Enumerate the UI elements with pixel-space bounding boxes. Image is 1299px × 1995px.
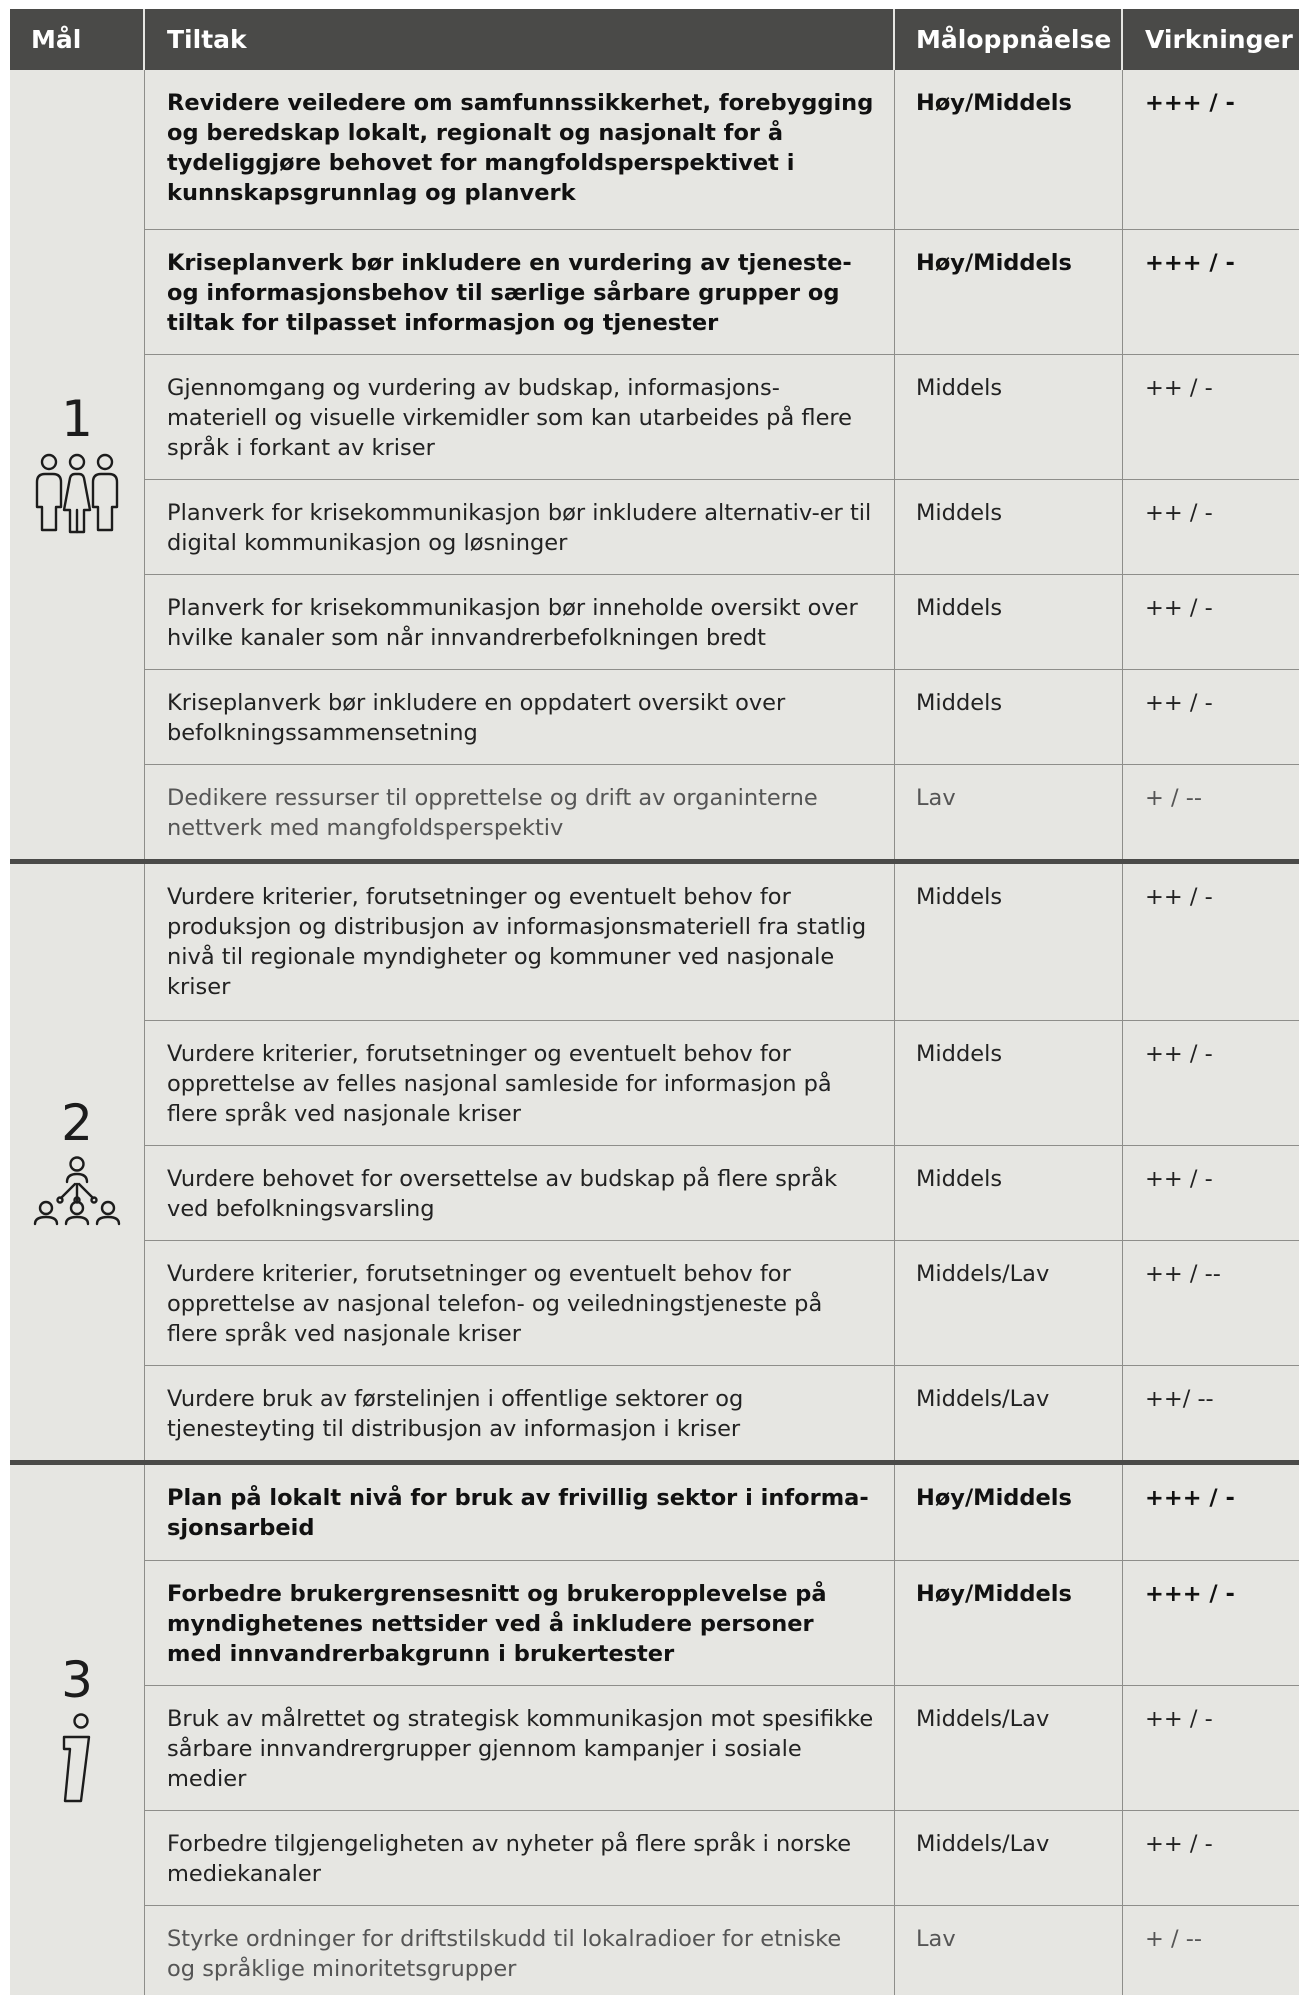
effects-value: + / -- — [1145, 1926, 1202, 1952]
measure-text: Planverk for krisekommunikasjon bør inkludere alternativ-er til digital kommunikasjon og løsninger — [145, 480, 895, 574]
goal-cell — [10, 864, 145, 1460]
measure-text: Styrke ordninger for driftstilskudd til lokalradioer for etniske og språklige minoritetsgrupper — [145, 1906, 895, 1995]
effects-value: +++ / - — [1145, 90, 1235, 116]
measure-text: Planverk for krisekommunikasjon bør inneholde oversikt over hvilke kanaler som når innvandrerbefolkningen bredt — [145, 575, 895, 669]
info-icon — [57, 1713, 97, 1805]
goal-group-1 — [10, 70, 1299, 859]
achievement-value: Høy/Middels — [895, 1561, 1123, 1685]
table-row — [145, 1365, 1299, 1460]
hierarchy-network-icon — [31, 1156, 123, 1226]
table-row — [145, 1810, 1299, 1905]
measure-text: Kriseplanverk bør inkludere en oppdatert oversikt over befolkningssammensetning — [145, 670, 895, 764]
measure-text: Revidere veiledere om samfunnssikkerhet, forebygging og beredskap lokalt, regionalt og nasjonalt for å tydeliggjøre behovet for mangfoldsperspektivet i kunnskapsgrunnlag og planverk — [145, 70, 895, 229]
measure-text: Dedikere ressurser til opprettelse og drift av organinterne nettverk med mangfoldsperspektiv — [145, 765, 895, 859]
table-row — [145, 354, 1299, 479]
achievement-value: Middels — [895, 864, 1123, 1020]
goal-number: 1 — [61, 389, 93, 448]
achievement-value: Høy/Middels — [895, 1465, 1123, 1560]
achievement-value: Middels — [895, 1146, 1123, 1240]
table-row — [145, 1145, 1299, 1240]
table-row — [145, 574, 1299, 669]
table-row — [145, 1020, 1299, 1145]
measures-table — [10, 9, 1299, 1995]
effects-value: ++ / - — [1145, 500, 1213, 526]
achievement-value: Lav — [895, 765, 1123, 859]
table-header — [10, 9, 1299, 70]
achievement-value: Middels/Lav — [895, 1686, 1123, 1810]
effects-value: +++ / - — [1145, 1581, 1235, 1607]
achievement-value: Middels — [895, 575, 1123, 669]
header-achievement: Måloppnåelse — [895, 9, 1123, 70]
table-row — [145, 1240, 1299, 1365]
table-row — [145, 864, 1299, 1020]
achievement-value: Høy/Middels — [895, 230, 1123, 354]
header-effects: Virkninger — [1145, 25, 1293, 54]
effects-value: +++ / - — [1145, 1485, 1235, 1511]
table-row — [145, 669, 1299, 764]
goal-cell — [10, 1465, 145, 1995]
effects-value: ++ / - — [1145, 375, 1213, 401]
measure-text: Vurdere kriterier, forutsetninger og eventuelt behov for opprettelse av felles nasjonal samleside for informasjon på flere språk ved nasjonale kriser — [145, 1021, 895, 1145]
table-row — [145, 1465, 1299, 1560]
effects-value: ++ / - — [1145, 1706, 1213, 1732]
measure-text: Vurdere kriterier, forutsetninger og eventuelt behov for produksjon og distribusjon av informasjonsmateriell fra statlig nivå til regionale myndigheter og kommuner ved nasjonale kriser — [145, 864, 895, 1020]
achievement-value: Lav — [895, 1906, 1123, 1995]
measure-text: Plan på lokalt nivå for bruk av frivillig sektor i informa-sjonsarbeid — [145, 1465, 895, 1560]
achievement-value: Middels/Lav — [895, 1366, 1123, 1460]
measure-text: Vurdere behovet for oversettelse av budskap på flere språk ved befolkningsvarsling — [145, 1146, 895, 1240]
goal-cell — [10, 70, 145, 859]
table-row — [145, 1905, 1299, 1995]
people-group-icon — [34, 452, 120, 536]
goal-number: 2 — [61, 1094, 93, 1152]
header-goal: Mål — [10, 9, 145, 70]
goal-group-3 — [10, 1460, 1299, 1995]
achievement-value: Middels — [895, 480, 1123, 574]
effects-value: ++ / - — [1145, 595, 1213, 621]
effects-value: ++ / - — [1145, 1831, 1213, 1857]
measure-text: Gjennomgang og vurdering av budskap, informasjons-materiell og visuelle virkemidler som kan utarbeides på flere språk i forkant av kriser — [145, 355, 895, 479]
header-measure: Tiltak — [145, 9, 895, 70]
effects-value: ++ / - — [1145, 690, 1213, 716]
table-row — [145, 479, 1299, 574]
table-row — [145, 229, 1299, 354]
table-row — [145, 764, 1299, 859]
achievement-value: Middels — [895, 670, 1123, 764]
effects-value: ++ / - — [1145, 884, 1213, 910]
measure-text: Vurdere kriterier, forutsetninger og eventuelt behov for opprettelse av nasjonal telefon- og veiledningstjeneste på flere språk ved nasjonale kriser — [145, 1241, 895, 1365]
group-rows — [145, 1465, 1299, 1995]
achievement-value: Middels — [895, 355, 1123, 479]
table-row — [145, 1685, 1299, 1810]
measure-text: Forbedre tilgjengeligheten av nyheter på flere språk i norske mediekanaler — [145, 1811, 895, 1905]
goal-group-2 — [10, 859, 1299, 1460]
effects-value: ++ / - — [1145, 1041, 1213, 1067]
effects-value: ++/ -- — [1145, 1386, 1214, 1412]
effects-value: ++ / -- — [1145, 1261, 1221, 1287]
table-row — [145, 1560, 1299, 1685]
measure-text: Kriseplanverk bør inkludere en vurdering av tjeneste- og informasjonsbehov til særlige sårbare grupper og tiltak for tilpasset informasjon og tjenester — [145, 230, 895, 354]
measure-text: Forbedre brukergrensesnitt og brukeropplevelse på myndighetenes nettsider ved å inkludere personer med innvandrerbakgrunn i brukertester — [145, 1561, 895, 1685]
effects-value: + / -- — [1145, 785, 1202, 811]
goal-number: 3 — [61, 1651, 93, 1709]
table-row — [145, 70, 1299, 229]
measure-text: Vurdere bruk av førstelinjen i offentlige sektorer og tjenesteyting til distribusjon av informasjon i kriser — [145, 1366, 895, 1460]
group-rows — [145, 864, 1299, 1460]
effects-value: ++ / - — [1145, 1166, 1213, 1192]
measure-text: Bruk av målrettet og strategisk kommunikasjon mot spesifikke sårbare innvandrergrupper gjennom kampanjer i sosiale medier — [145, 1686, 895, 1810]
effects-value: +++ / - — [1145, 250, 1235, 276]
group-rows — [145, 70, 1299, 859]
achievement-value: Høy/Middels — [895, 70, 1123, 229]
achievement-value: Middels/Lav — [895, 1811, 1123, 1905]
achievement-value: Middels/Lav — [895, 1241, 1123, 1365]
achievement-value: Middels — [895, 1021, 1123, 1145]
